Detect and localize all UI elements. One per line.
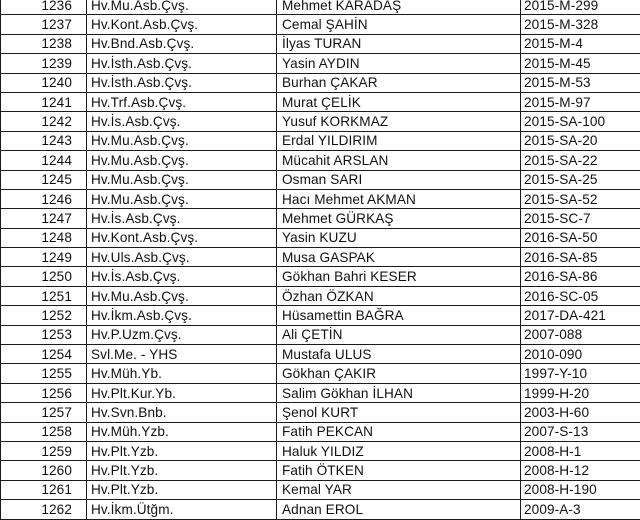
registry-code-cell: 2015-SA-100: [521, 112, 640, 131]
rank-cell: Hv.Bnd.Asb.Çvş.: [87, 34, 277, 53]
table-row: [1, 151, 640, 170]
rank-cell: Hv.İkm.Asb.Çvş.: [87, 306, 277, 325]
rank-cell: Hv.Svn.Bnb.: [87, 403, 277, 422]
name-cell: Mehmet KARADAŞ: [277, 0, 521, 15]
table-row: [1, 345, 640, 364]
rank-cell: Hv.İs.Asb.Çvş.: [87, 112, 277, 131]
row-number-cell: 1243: [1, 131, 87, 150]
table-row: [1, 325, 640, 344]
row-number-cell: 1259: [1, 441, 87, 460]
row-number-cell: 1245: [1, 170, 87, 189]
name-cell: Şenol KURT: [277, 403, 521, 422]
table-row: [1, 267, 640, 286]
row-number-cell: 1238: [1, 34, 87, 53]
registry-code-cell: 2008-H-190: [521, 480, 640, 499]
registry-code-cell: 2016-SA-50: [521, 228, 640, 247]
table-row: [1, 286, 640, 305]
table-row: [1, 500, 640, 519]
table-row: [1, 228, 640, 247]
registry-code-cell: 2016-SA-86: [521, 267, 640, 286]
name-cell: Salim Gökhan İLHAN: [277, 383, 521, 402]
table-row: [1, 34, 640, 53]
table-row: [1, 112, 640, 131]
registry-code-cell: 2009-A-3: [521, 500, 640, 519]
row-number-cell: 1247: [1, 209, 87, 228]
row-number-cell: 1251: [1, 286, 87, 305]
name-cell: Musa GASPAK: [277, 248, 521, 267]
table-row: [1, 383, 640, 402]
row-number-cell: 1255: [1, 364, 87, 383]
name-cell: Özhan ÖZKAN: [277, 286, 521, 305]
rank-cell: Hv.Mu.Asb.Çvş.: [87, 189, 277, 208]
row-number-cell: 1249: [1, 248, 87, 267]
registry-code-cell: 2015-SA-52: [521, 189, 640, 208]
table-row: [1, 15, 640, 34]
row-number-cell: 1248: [1, 228, 87, 247]
name-cell: Gökhan ÇAKIR: [277, 364, 521, 383]
table-row: [1, 0, 640, 15]
name-cell: Gökhan Bahri KESER: [277, 267, 521, 286]
registry-code-cell: 2015-SA-20: [521, 131, 640, 150]
table-row: [1, 92, 640, 111]
row-number-cell: 1241: [1, 92, 87, 111]
table-row: [1, 189, 640, 208]
table-row: [1, 170, 640, 189]
table-row: [1, 480, 640, 499]
name-cell: Murat ÇELİK: [277, 92, 521, 111]
rank-cell: Hv.İs.Asb.Çvş.: [87, 209, 277, 228]
name-cell: Burhan ÇAKAR: [277, 73, 521, 92]
table-row: [1, 441, 640, 460]
name-cell: Fatih PEKCAN: [277, 422, 521, 441]
rank-cell: Hv.Kont.Asb.Çvş.: [87, 15, 277, 34]
name-cell: İlyas TURAN: [277, 34, 521, 53]
name-cell: Hüsamettin BAĞRA: [277, 306, 521, 325]
name-cell: Yasin KUZU: [277, 228, 521, 247]
table-row: [1, 364, 640, 383]
name-cell: Mehmet GÜRKAŞ: [277, 209, 521, 228]
registry-code-cell: 2015-M-299: [521, 0, 640, 15]
registry-code-cell: 2016-SC-05: [521, 286, 640, 305]
rank-cell: Hv.Müh.Yzb.: [87, 422, 277, 441]
row-number-cell: 1262: [1, 500, 87, 519]
rank-cell: Hv.Mu.Asb.Çvş.: [87, 170, 277, 189]
registry-code-cell: 2007-S-13: [521, 422, 640, 441]
table-body: [1, 0, 640, 519]
rank-cell: Hv.Trf.Asb.Çvş.: [87, 92, 277, 111]
name-cell: Osman SARI: [277, 170, 521, 189]
row-number-cell: 1236: [1, 0, 87, 15]
row-number-cell: 1242: [1, 112, 87, 131]
registry-code-cell: 2015-M-45: [521, 54, 640, 73]
rank-cell: Hv.Plt.Yzb.: [87, 441, 277, 460]
name-cell: Adnan EROL: [277, 500, 521, 519]
name-cell: Yusuf KORKMAZ: [277, 112, 521, 131]
registry-code-cell: 2010-090: [521, 345, 640, 364]
rank-cell: Hv.İs.Asb.Çvş.: [87, 267, 277, 286]
registry-code-cell: 2015-M-53: [521, 73, 640, 92]
name-cell: Kemal YAR: [277, 480, 521, 499]
rank-cell: Hv.Plt.Yzb.: [87, 461, 277, 480]
rank-cell: Hv.İsth.Asb.Çvş.: [87, 73, 277, 92]
name-cell: Hacı Mehmet AKMAN: [277, 189, 521, 208]
registry-code-cell: 2015-SC-7: [521, 209, 640, 228]
name-cell: Mücahit ARSLAN: [277, 151, 521, 170]
name-cell: Erdal YILDIRIM: [277, 131, 521, 150]
registry-code-cell: 2008-H-12: [521, 461, 640, 480]
registry-code-cell: 2015-SA-22: [521, 151, 640, 170]
row-number-cell: 1239: [1, 54, 87, 73]
registry-code-cell: 2003-H-60: [521, 403, 640, 422]
registry-code-cell: 2015-M-97: [521, 92, 640, 111]
registry-code-cell: 2015-M-4: [521, 34, 640, 53]
row-number-cell: 1256: [1, 383, 87, 402]
registry-code-cell: 2017-DA-421: [521, 306, 640, 325]
table-row: [1, 54, 640, 73]
table-row: [1, 403, 640, 422]
registry-code-cell: 1999-H-20: [521, 383, 640, 402]
rank-cell: Hv.İkm.Ütğm.: [87, 500, 277, 519]
registry-code-cell: 2016-SA-85: [521, 248, 640, 267]
name-cell: Fatih ÖTKEN: [277, 461, 521, 480]
rank-cell: Hv.Mu.Asb.Çvş.: [87, 131, 277, 150]
rank-cell: Hv.Müh.Yb.: [87, 364, 277, 383]
row-number-cell: 1260: [1, 461, 87, 480]
row-number-cell: 1253: [1, 325, 87, 344]
rank-cell: Hv.Plt.Yzb.: [87, 480, 277, 499]
name-cell: Cemal ŞAHİN: [277, 15, 521, 34]
name-cell: Haluk YILDIZ: [277, 441, 521, 460]
row-number-cell: 1246: [1, 189, 87, 208]
table-row: [1, 209, 640, 228]
table-row: [1, 131, 640, 150]
row-number-cell: 1254: [1, 345, 87, 364]
rank-cell: Hv.Mu.Asb.Çvş.: [87, 151, 277, 170]
table-row: [1, 422, 640, 441]
rank-cell: Hv.P.Uzm.Çvş.: [87, 325, 277, 344]
rank-cell: Hv.İsth.Asb.Çvş.: [87, 54, 277, 73]
rank-cell: Svl.Me. - YHS: [87, 345, 277, 364]
table-row: [1, 461, 640, 480]
table-row: [1, 73, 640, 92]
row-number-cell: 1257: [1, 403, 87, 422]
registry-code-cell: 2008-H-1: [521, 441, 640, 460]
registry-code-cell: 2015-SA-25: [521, 170, 640, 189]
rank-cell: Hv.Mu.Asb.Çvş.: [87, 286, 277, 305]
table-row: [1, 248, 640, 267]
rank-cell: Hv.Plt.Kur.Yb.: [87, 383, 277, 402]
rank-cell: Hv.Uls.Asb.Çvş.: [87, 248, 277, 267]
registry-code-cell: 2007-088: [521, 325, 640, 344]
row-number-cell: 1237: [1, 15, 87, 34]
row-number-cell: 1250: [1, 267, 87, 286]
registry-code-cell: 2015-M-328: [521, 15, 640, 34]
rank-cell: Hv.Kont.Asb.Çvş.: [87, 228, 277, 247]
rank-cell: Hv.Mu.Asb.Çvş.: [87, 0, 277, 15]
row-number-cell: 1258: [1, 422, 87, 441]
row-number-cell: 1240: [1, 73, 87, 92]
row-number-cell: 1261: [1, 480, 87, 499]
table-row: [1, 306, 640, 325]
name-cell: Mustafa ULUS: [277, 345, 521, 364]
row-number-cell: 1252: [1, 306, 87, 325]
name-cell: Yasin AYDIN: [277, 54, 521, 73]
name-cell: Ali ÇETİN: [277, 325, 521, 344]
registry-code-cell: 1997-Y-10: [521, 364, 640, 383]
row-number-cell: 1244: [1, 151, 87, 170]
